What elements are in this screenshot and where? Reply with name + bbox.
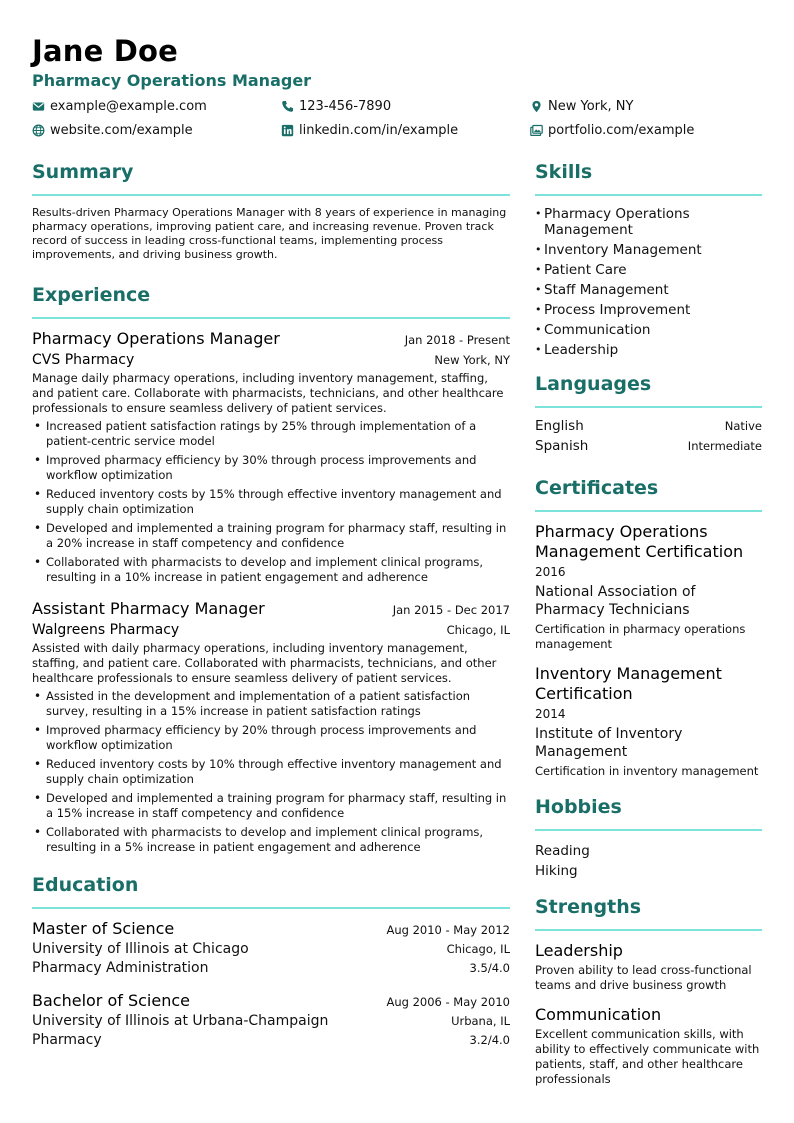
edu-school: University of Illinois at Urbana-Champaign	[32, 1013, 329, 1029]
strengths-section	[535, 895, 762, 1087]
skill-item: • Patient Care	[535, 262, 762, 278]
certificate-issuer: National Association of Pharmacy Technicians	[535, 584, 696, 618]
hobby-item: Reading	[535, 843, 590, 859]
candidate-name: Jane Doe	[32, 34, 179, 68]
education-entry	[32, 919, 510, 976]
phone-icon	[281, 100, 294, 113]
languages-section	[535, 372, 762, 458]
skill-item: • Inventory Management	[535, 242, 762, 258]
section-divider	[32, 907, 510, 909]
section-divider	[32, 317, 510, 319]
contact-linkedin-text: linkedin.com/in/example	[299, 122, 459, 138]
summary-heading: Summary	[32, 161, 134, 183]
job-description: Assisted with daily pharmacy operations, including inventory management, staffing, and patient care. Collaborated with pharmacists, technicians, and other healthcare professionals to ensure seamless delivery of patient services.	[32, 641, 497, 685]
linkedin-icon	[281, 124, 294, 137]
job-bullets	[32, 419, 510, 585]
education-section	[32, 873, 510, 1048]
strength-name: Communication	[535, 1005, 662, 1024]
contact-website[interactable]	[32, 121, 281, 139]
language-level: Intermediate	[687, 439, 762, 453]
certificate-name: Inventory Management Certification	[535, 664, 722, 703]
languages-heading: Languages	[535, 373, 652, 395]
contact-phone[interactable]	[281, 97, 530, 115]
job-company: CVS Pharmacy	[32, 352, 135, 368]
edu-degree: Bachelor of Science	[32, 991, 190, 1010]
skill-list	[535, 206, 762, 358]
language-row	[535, 438, 762, 458]
job-entry	[32, 329, 510, 585]
job-bullet: • Reduced inventory costs by 10% through effective inventory management and supply chain optimization	[32, 757, 510, 787]
job-bullets	[32, 689, 510, 855]
contact-linkedin[interactable]	[281, 121, 530, 139]
location-icon	[530, 100, 543, 113]
hobbies-heading: Hobbies	[535, 796, 622, 818]
education-entry	[32, 991, 510, 1048]
experience-heading: Experience	[32, 284, 151, 306]
edu-field: Pharmacy Administration	[32, 960, 209, 976]
section-divider	[535, 510, 762, 512]
skills-section	[535, 160, 762, 358]
job-company: Walgreens Pharmacy	[32, 622, 180, 638]
job-bullet: • Collaborated with pharmacists to develop and implement clinical programs, resulting in a 10% increase in patient engagement and adherence	[32, 555, 510, 585]
section-divider	[535, 194, 762, 196]
strength-entry	[535, 941, 762, 993]
certificates-heading: Certificates	[535, 477, 659, 499]
strengths-heading: Strengths	[535, 896, 642, 918]
certificates-section	[535, 476, 762, 779]
skill-item: • Process Improvement	[535, 302, 762, 318]
experience-section	[32, 283, 510, 855]
left-column	[32, 160, 510, 1048]
language-name: English	[535, 418, 584, 434]
job-bullet: • Improved pharmacy efficiency by 20% through process improvements and workflow optimization	[32, 723, 510, 753]
strength-name: Leadership	[535, 941, 623, 960]
certificate-name: Pharmacy Operations Management Certification	[535, 522, 744, 561]
contact-location	[530, 97, 762, 115]
contact-portfolio-text: portfolio.com/example	[548, 122, 695, 138]
job-location: Chicago, IL	[446, 623, 510, 637]
strength-description: Proven ability to lead cross-functional teams and drive business growth	[535, 963, 752, 992]
certificate-description: Certification in pharmacy operations management	[535, 622, 746, 651]
edu-field: Pharmacy	[32, 1032, 102, 1048]
summary-section	[32, 160, 510, 262]
skill-item: • Communication	[535, 322, 762, 338]
edu-date: Aug 2010 - May 2012	[386, 923, 510, 937]
job-bullet: • Reduced inventory costs by 15% through effective inventory management and supply chain optimization	[32, 487, 510, 517]
certificate-entry	[535, 664, 762, 779]
skill-item: • Leadership	[535, 342, 762, 358]
certificate-year: 2014	[535, 707, 566, 721]
section-divider	[535, 829, 762, 831]
hobby-item: Hiking	[535, 863, 578, 879]
contact-email-text: example@example.com	[50, 98, 207, 114]
job-entry	[32, 599, 510, 855]
job-date: Jan 2015 - Dec 2017	[392, 603, 510, 617]
certificate-description: Certification in inventory management	[535, 764, 759, 778]
edu-school: University of Illinois at Chicago	[32, 941, 249, 957]
job-location: New York, NY	[434, 353, 510, 367]
section-divider	[535, 929, 762, 931]
language-name: Spanish	[535, 438, 589, 454]
section-divider	[32, 194, 510, 196]
section-divider	[535, 406, 762, 408]
edu-date: Aug 2006 - May 2010	[386, 995, 510, 1009]
skills-heading: Skills	[535, 161, 593, 183]
right-column	[535, 160, 762, 1087]
edu-gpa: 3.5/4.0	[469, 961, 510, 975]
email-icon	[32, 100, 45, 113]
edu-gpa: 3.2/4.0	[469, 1033, 510, 1047]
job-bullet: • Improved pharmacy efficiency by 30% through process improvements and workflow optimization	[32, 453, 510, 483]
contact-list	[32, 97, 762, 139]
edu-location: Chicago, IL	[446, 942, 510, 956]
contact-phone-text: 123-456-7890	[299, 98, 392, 114]
portfolio-icon	[530, 124, 543, 137]
language-level: Native	[724, 419, 762, 433]
contact-website-text: website.com/example	[50, 122, 193, 138]
job-bullet: • Assisted in the development and implementation of a patient satisfaction survey, resulting in a 15% increase in patient satisfaction ratings	[32, 689, 510, 719]
contact-portfolio[interactable]	[530, 121, 762, 139]
strength-description: Excellent communication skills, with ability to effectively communicate with patients, staff, and other healthcare professionals	[535, 1027, 760, 1086]
contact-email[interactable]	[32, 97, 281, 115]
language-row	[535, 418, 762, 438]
job-bullet: • Developed and implemented a training program for pharmacy staff, resulting in a 20% increase in staff competency and confidence	[32, 521, 510, 551]
summary-text: Results-driven Pharmacy Operations Manager with 8 years of experience in managing pharmacy operations, improving patient care, and increasing revenue. Proven track record of success in leading cross-functional teams, implementing process improvements, and driving business growth.	[32, 206, 507, 261]
hobbies-section	[535, 795, 762, 881]
strength-entry	[535, 1005, 762, 1087]
globe-icon	[32, 124, 45, 137]
job-bullet: • Developed and implemented a training program for pharmacy staff, resulting in a 15% increase in staff competency and confidence	[32, 791, 510, 821]
certificate-year: 2016	[535, 565, 566, 579]
edu-location: Urbana, IL	[451, 1014, 510, 1028]
certificate-issuer: Institute of Inventory Management	[535, 726, 683, 760]
candidate-role: Pharmacy Operations Manager	[32, 71, 312, 90]
job-bullet: • Increased patient satisfaction ratings by 25% through implementation of a patient-centric service model	[32, 419, 510, 449]
job-date: Jan 2018 - Present	[404, 333, 510, 347]
edu-degree: Master of Science	[32, 919, 175, 938]
certificate-entry	[535, 522, 762, 652]
job-bullet: • Collaborated with pharmacists to develop and implement clinical programs, resulting in a 5% increase in patient engagement and adherence	[32, 825, 510, 855]
education-heading: Education	[32, 874, 139, 896]
job-title: Pharmacy Operations Manager	[32, 329, 280, 348]
skill-item: • Pharmacy Operations Management	[535, 206, 762, 238]
job-description: Manage daily pharmacy operations, including inventory management, staffing, and patient care. Collaborate with pharmacists, technicians, and other healthcare professionals to ensure seamless delivery of patient services.	[32, 371, 504, 415]
job-title: Assistant Pharmacy Manager	[32, 599, 265, 618]
skill-item: • Staff Management	[535, 282, 762, 298]
contact-location-text: New York, NY	[548, 98, 634, 114]
